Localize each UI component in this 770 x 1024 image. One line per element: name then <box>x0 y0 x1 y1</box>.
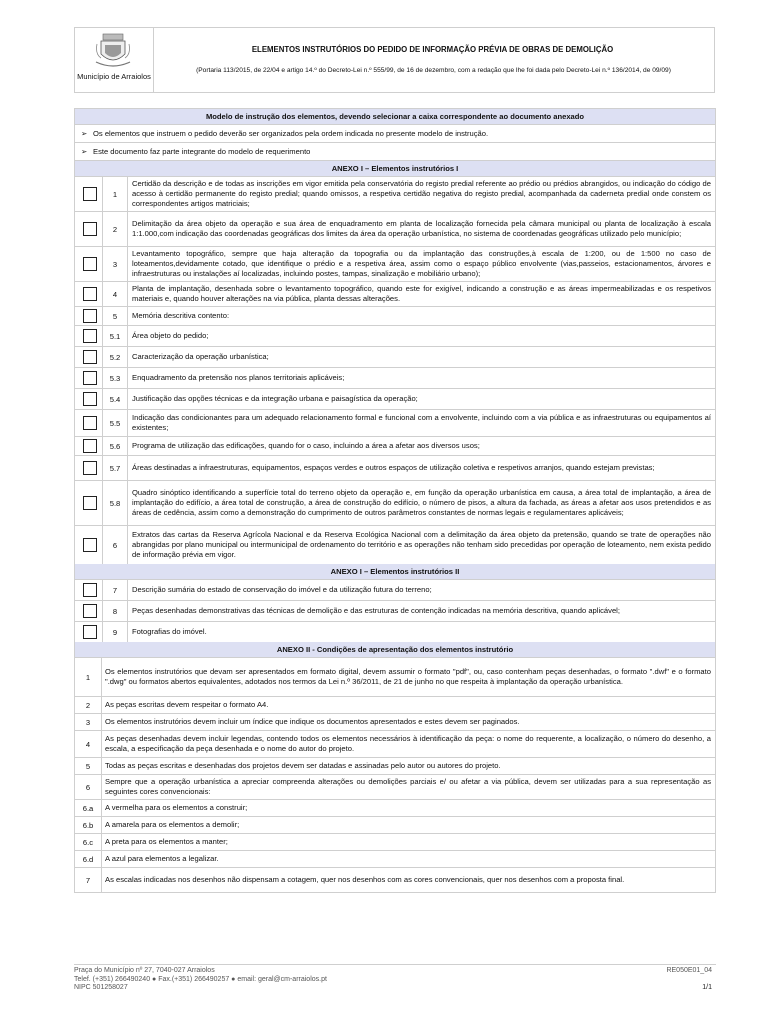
document-title: ELEMENTOS INSTRUTÓRIOS DO PEDIDO DE INFORMAÇÃO PRÉVIA DE OBRAS DE DEMOLIÇÃO <box>251 45 614 54</box>
document-checkbox[interactable] <box>83 371 97 385</box>
item-number: 5.4 <box>103 389 128 409</box>
item-text: A preta para os elementos a manter; <box>105 837 228 846</box>
item-number: 5.7 <box>103 456 128 480</box>
item-row <box>75 347 715 368</box>
document-checkbox[interactable] <box>83 222 97 236</box>
item-row <box>75 177 715 212</box>
item-text: Quadro sinóptico identificando a superfície total do terreno objeto da operação e, em função da operação urbanística em causa, a área total de implantação, a área de implantação do edifício, a área total de construção, a área de construção do edifício, o número de pisos, a altura da fachada, as áreas a afetar aos usos pretendidos e as áreas de cedência, assim como a demonstração do cumprimento de outros parâmetros constantes de normas legais e regulamentares aplicáveis; <box>132 488 711 517</box>
footer-address: Praça do Município nº 27, 7040-027 Arraiolos <box>74 967 215 974</box>
checkbox-cell <box>75 347 103 367</box>
logo-cell <box>75 28 154 92</box>
item-number: 5.8 <box>103 481 128 525</box>
item-text: Certidão da descrição e de todas as inscrições em vigor emitida pela conservatória do registo predial referente ao prédio ou prédios abrangidos, ou indicação do código de acesso à certidão permanente do registo predial; quando omissos, a respetiva certidão negativa do registo predial, acompanhada da caderneta predial onde constem os correspondentes artigos matriciais; <box>132 179 711 208</box>
item-row <box>75 580 715 601</box>
item-number: 6.d <box>75 851 102 867</box>
document-checkbox[interactable] <box>83 625 97 639</box>
item-row <box>75 526 715 564</box>
item-text: Peças desenhadas demonstrativas das técnicas de demolição e das estruturas de contenção indicadas na memória descritiva, quando aplicável; <box>132 606 620 615</box>
item-number: 6 <box>103 526 128 564</box>
item-row <box>75 212 715 247</box>
document-checkbox[interactable] <box>83 187 97 201</box>
instruction-table <box>74 108 716 893</box>
arrow-icon: ➢ <box>81 129 88 138</box>
item-row <box>75 247 715 282</box>
item-row <box>75 800 715 817</box>
item-row <box>75 775 715 800</box>
item-number: 2 <box>103 212 128 246</box>
item-number: 5.1 <box>103 326 128 346</box>
document-header <box>74 27 715 93</box>
document-checkbox[interactable] <box>83 329 97 343</box>
item-row <box>75 389 715 410</box>
item-number: 5 <box>103 307 128 325</box>
item-row <box>75 601 715 622</box>
item-row <box>75 817 715 834</box>
item-text: Indicação das condicionantes para um adequado relacionamento formal e funcional com a envolvente, incluindo com a via pública e as infraestruturas ou equipamentos aí existentes; <box>132 413 711 432</box>
document-checkbox[interactable] <box>83 257 97 271</box>
document-checkbox[interactable] <box>83 496 97 510</box>
document-checkbox[interactable] <box>83 287 97 301</box>
item-text: Memória descritiva contento: <box>132 311 230 320</box>
item-row <box>75 326 715 347</box>
item-number: 6.c <box>75 834 102 850</box>
item-number: 1 <box>103 177 128 211</box>
item-number: 6.a <box>75 800 102 816</box>
item-text: Caracterização da operação urbanística; <box>132 352 269 361</box>
item-row <box>75 307 715 326</box>
checkbox-cell <box>75 410 103 436</box>
document-code: RE050E01_04 <box>666 967 712 974</box>
item-text: Todas as peças escritas e desenhadas dos projetos devem ser datadas e assinadas pelo autor ou autores do projeto. <box>105 761 501 770</box>
item-number: 7 <box>103 580 128 600</box>
intro-note <box>75 125 715 143</box>
item-text: Levantamento topográfico, sempre que haja alteração da topografia ou da implantação das construções,à escala de 1:200, ou de 1:500 no caso de loteamentos,devidamente cotado, que identifique o prédio e a respetiva área, assim como o espaço público envolvente (vias,passeios, estacionamentos, árvores e infraestruturas ou instalações aí localizadas, incluindo postes, tampas, sinalização e mobiliário urbano); <box>132 249 711 278</box>
checkbox-cell <box>75 437 103 455</box>
item-number: 2 <box>75 697 102 713</box>
item-text: Enquadramento da pretensão nos planos territoriais aplicáveis; <box>132 373 345 382</box>
item-number: 4 <box>103 282 128 306</box>
item-row <box>75 481 715 526</box>
item-row <box>75 437 715 456</box>
item-number: 9 <box>103 622 128 642</box>
item-text: Área objeto do pedido; <box>132 331 209 340</box>
checkbox-cell <box>75 212 103 246</box>
item-row <box>75 456 715 481</box>
item-text: Planta de implantação, desenhada sobre o levantamento topográfico, quando este for exigível, indicando a construção e as áreas impermeabilizadas e os respetivos materiais e, quando houver alterações na via pública, planta dessas alterações. <box>132 284 711 303</box>
item-text: A azul para elementos a legalizar. <box>105 854 219 863</box>
document-checkbox[interactable] <box>83 538 97 552</box>
checkbox-cell <box>75 326 103 346</box>
checkbox-cell <box>75 526 103 564</box>
item-number: 7 <box>75 868 102 892</box>
checkbox-cell <box>75 389 103 409</box>
document-checkbox[interactable] <box>83 604 97 618</box>
item-text: Delimitação da área objeto da operação e sua área de enquadramento em planta de localização fornecida pela câmara municipal ou planta de localização à escala 1:1.000,com indicação das coordenadas geográficas dos limites da área da operação urbanística, no sistema de coordenadas geográficas utilizado pelo município; <box>132 219 711 238</box>
item-number: 5.3 <box>103 368 128 388</box>
item-number: 1 <box>75 658 102 696</box>
checkbox-cell <box>75 368 103 388</box>
item-text: A amarela para os elementos a demolir; <box>105 820 240 829</box>
annex-1b-title: ANEXO I – Elementos instrutórios II <box>75 564 715 580</box>
item-row <box>75 731 715 758</box>
municipal-crest-icon <box>93 32 133 68</box>
item-number: 6.b <box>75 817 102 833</box>
footer-nipc: NIPC 501258027 <box>74 984 128 991</box>
checkbox-cell <box>75 247 103 281</box>
item-number: 5 <box>75 758 102 774</box>
checkbox-cell <box>75 481 103 525</box>
item-text: Áreas destinadas a infraestruturas, equipamentos, espaços verdes e outros espaços de utilização coletiva e respetivos arranjos, quando estejam previstas; <box>132 463 655 472</box>
item-row <box>75 622 715 642</box>
item-row <box>75 368 715 389</box>
item-number: 3 <box>103 247 128 281</box>
item-row <box>75 851 715 868</box>
document-subtitle: (Portaria 113/2015, de 22/04 e artigo 14.º do Decreto-Lei n.º 555/99, de 16 de dezembro, com a redação que lhe foi dada pelo Decreto-Lei n.º 136/2014, de 09/09) <box>196 67 671 74</box>
item-text: Fotografias do imóvel. <box>132 627 207 636</box>
checkbox-cell <box>75 601 103 621</box>
item-text: Extratos das cartas da Reserva Agrícola Nacional e da Reserva Ecológica Nacional com a delimitação da área objeto da pretensão, quando se trate de operações não abrangidas por plano municipal ou intermunicipal de ordenamento do território e as operações não tenham sido precedidas por operação de loteamento, nem exista pedido de informação prévia em vigor. <box>132 530 711 559</box>
municipality-name: Município de Arraiolos <box>77 72 151 81</box>
item-text: Sempre que a operação urbanística a apreciar compreenda alterações ou demolições parciais e/ ou afetar a via pública, devem ser utilizadas para a sua representação as seguintes cores convencionais: <box>105 777 711 796</box>
document-checkbox[interactable] <box>83 583 97 597</box>
note-text: Este documento faz parte integrante do modelo de requerimento <box>93 147 311 156</box>
item-text: A vermelha para os elementos a construir; <box>105 803 248 812</box>
intro-band: Modelo de instrução dos elementos, devendo selecionar a caixa correspondente ao documento anexado <box>75 109 715 125</box>
item-number: 5.2 <box>103 347 128 367</box>
checkbox-cell <box>75 282 103 306</box>
document-checkbox[interactable] <box>83 461 97 475</box>
item-text: Programa de utilização das edificações, quando for o caso, incluindo a área a afetar aos diversos usos; <box>132 441 480 450</box>
item-text: Os elementos instrutórios devem incluir um índice que indique os documentos apresentados e estes devem ser paginados. <box>105 717 520 726</box>
item-row <box>75 714 715 731</box>
item-row <box>75 697 715 714</box>
annex-2-title: ANEXO II - Condições de apresentação dos elementos instrutório <box>75 642 715 658</box>
item-text: As peças desenhadas devem incluir legendas, contendo todos os elementos necessários à identificação da peça: o nome do requerente, a localização, o número do desenho, a escala, a especificação da peça desenhada e o nome do autor do projeto. <box>105 734 711 753</box>
document-checkbox[interactable] <box>83 392 97 406</box>
document-checkbox[interactable] <box>83 309 97 323</box>
item-text: Justificação das opções técnicas e da integração urbana e paisagística da operação; <box>132 394 418 403</box>
checkbox-cell <box>75 177 103 211</box>
item-number: 4 <box>75 731 102 757</box>
page-footer <box>74 964 716 993</box>
checkbox-cell <box>75 456 103 480</box>
intro-note <box>75 143 715 161</box>
item-row <box>75 658 715 697</box>
note-text: Os elementos que instruem o pedido deverão ser organizados pela ordem indicada no presente modelo de instrução. <box>93 129 489 138</box>
item-row <box>75 868 715 892</box>
item-row <box>75 834 715 851</box>
checkbox-cell <box>75 307 103 325</box>
checkbox-cell <box>75 580 103 600</box>
footer-contacts: Telef. (+351) 266490240 ● Fax.(+351) 266490257 ● email: geral@cm-arraiolos.pt <box>74 975 327 983</box>
document-checkbox[interactable] <box>83 439 97 453</box>
item-number: 6 <box>75 775 102 799</box>
item-row <box>75 282 715 307</box>
page-number: 1/1 <box>702 984 712 991</box>
item-text: Descrição sumária do estado de conservação do imóvel e da utilização futura do terreno; <box>132 585 432 594</box>
item-number: 5.6 <box>103 437 128 455</box>
item-number: 5.5 <box>103 410 128 436</box>
item-number: 3 <box>75 714 102 730</box>
document-checkbox[interactable] <box>83 416 97 430</box>
item-row <box>75 758 715 775</box>
item-number: 8 <box>103 601 128 621</box>
item-text: Os elementos instrutórios que devam ser apresentados em formato digital, devem assumir o formato "pdf", ou, caso contenham peças desenhadas, o formato ".dwf" e o formato ".dwg" ou formatos abertos equivalentes, adotados nos termos da Lei n.º 36/2011, de 21 de junho no que respeita à implantação da operação urbanística. <box>105 667 711 686</box>
arrow-icon: ➢ <box>81 147 88 156</box>
item-text: As escalas indicadas nos desenhos não dispensam a cotagem, quer nos desenhos com as cores convencionais, quer nos desenhos com a proposta final. <box>105 875 625 884</box>
item-row <box>75 410 715 437</box>
annex-1-title: ANEXO I – Elementos instrutórios I <box>75 161 715 177</box>
item-text: As peças escritas devem respeitar o formato A4. <box>105 700 269 709</box>
document-checkbox[interactable] <box>83 350 97 364</box>
checkbox-cell <box>75 622 103 642</box>
